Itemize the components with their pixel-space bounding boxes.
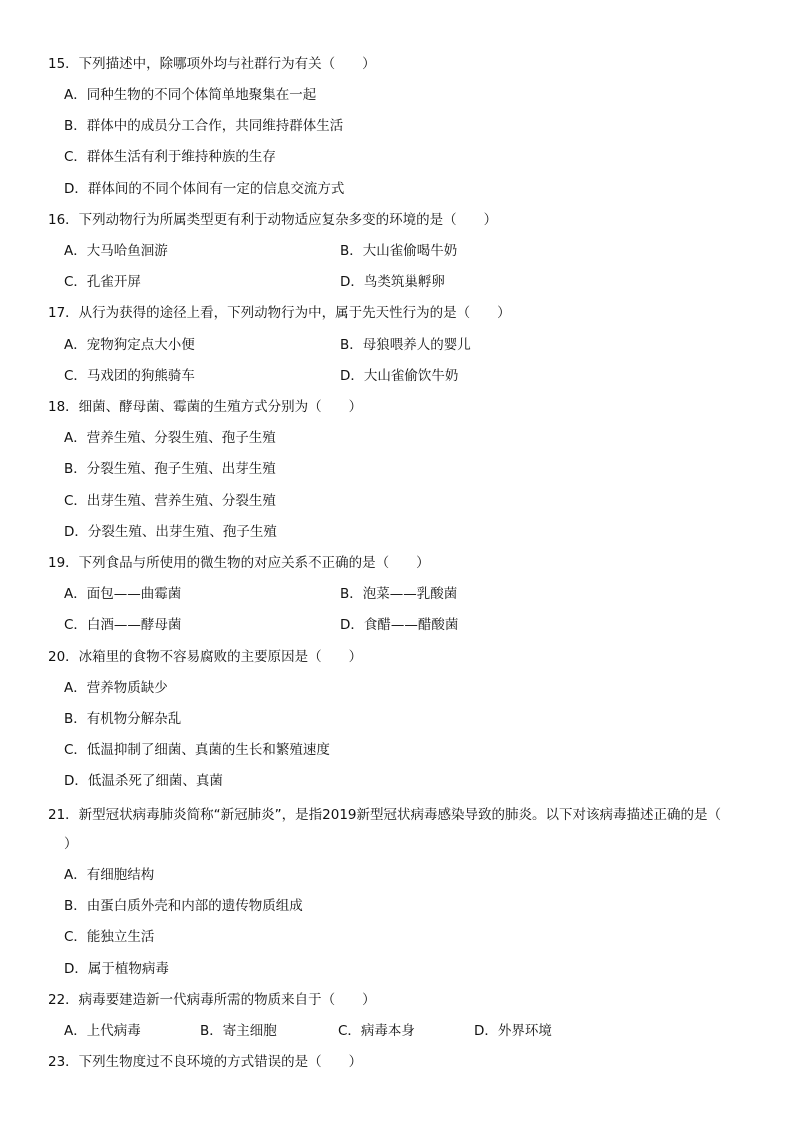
q17-option-b: B．母狼喂养人的婴儿 — [340, 337, 471, 353]
q20-option-c: C．低温抑制了细菌、真菌的生长和繁殖速度 — [64, 742, 330, 758]
q15-option-d: D．群体间的不同个体间有一定的信息交流方式 — [64, 181, 345, 197]
q18-option-c: C．出芽生殖、营养生殖、分裂生殖 — [64, 493, 276, 509]
question-21-line-1: 21．新型冠状病毒肺炎简称“新冠肺炎”，是指2019新型冠状病毒感染导致的肺炎。以下对该病毒描述正确的是（ — [48, 807, 722, 823]
question-15: 15．下列描述中，除哪项外均与社群行为有关（ ） — [48, 56, 376, 72]
question-19: 19．下列食品与所使用的微生物的对应关系不正确的是（ ） — [48, 555, 430, 571]
q20-option-d: D．低温杀死了细菌、真菌 — [64, 773, 223, 789]
q21-option-a: A．有细胞结构 — [64, 867, 155, 883]
q17-option-a: A．宠物狗定点大小便 — [64, 337, 195, 353]
q18-option-a: A．营养生殖、分裂生殖、孢子生殖 — [64, 430, 276, 446]
q15-option-b: B．群体中的成员分工合作，共同维持群体生活 — [64, 118, 344, 134]
q22-option-d: D．外界环境 — [474, 1023, 552, 1039]
question-21-line-2: ） — [64, 836, 78, 852]
q22-option-c: C．病毒本身 — [338, 1023, 415, 1039]
question-20: 20．冰箱里的食物不容易腐败的主要原因是（ ） — [48, 649, 363, 665]
q22-option-b: B．寄主细胞 — [200, 1023, 277, 1039]
q22-option-a: A．上代病毒 — [64, 1023, 141, 1039]
q16-option-a: A．大马哈鱼洄游 — [64, 243, 168, 259]
question-16: 16．下列动物行为所属类型更有利于动物适应复杂多变的环境的是（ ） — [48, 212, 498, 228]
q18-option-b: B．分裂生殖、孢子生殖、出芽生殖 — [64, 461, 276, 477]
q19-option-b: B．泡菜——乳酸菌 — [340, 586, 458, 602]
q16-option-b: B．大山雀偷喝牛奶 — [340, 243, 458, 259]
q20-option-a: A．营养物质缺少 — [64, 680, 168, 696]
q19-option-a: A．面包——曲霉菌 — [64, 586, 182, 602]
q20-option-b: B．有机物分解杂乱 — [64, 711, 182, 727]
q15-option-c: C．群体生活有利于维持种族的生存 — [64, 149, 276, 165]
q15-option-a: A．同种生物的不同个体简单地聚集在一起 — [64, 87, 317, 103]
q16-option-d: D．鸟类筑巢孵卵 — [340, 274, 445, 290]
question-18: 18．细菌、酵母菌、霉菌的生殖方式分别为（ ） — [48, 399, 363, 415]
q21-option-d: D．属于植物病毒 — [64, 961, 169, 977]
q21-option-b: B．由蛋白质外壳和内部的遗传物质组成 — [64, 898, 303, 914]
q17-option-c: C．马戏团的狗熊骑车 — [64, 368, 195, 384]
q16-option-c: C．孔雀开屏 — [64, 274, 141, 290]
q19-option-c: C．白酒——酵母菌 — [64, 617, 182, 633]
q19-option-d: D．食醋——醋酸菌 — [340, 617, 459, 633]
q17-option-d: D．大山雀偷饮牛奶 — [340, 368, 459, 384]
question-17: 17．从行为获得的途径上看，下列动物行为中，属于先天性行为的是（ ） — [48, 305, 511, 321]
question-22: 22．病毒要建造新一代病毒所需的物质来自于（ ） — [48, 992, 376, 1008]
question-23: 23．下列生物度过不良环境的方式错误的是（ ） — [48, 1054, 363, 1070]
q21-option-c: C．能独立生活 — [64, 929, 155, 945]
q18-option-d: D．分裂生殖、出芽生殖、孢子生殖 — [64, 524, 277, 540]
